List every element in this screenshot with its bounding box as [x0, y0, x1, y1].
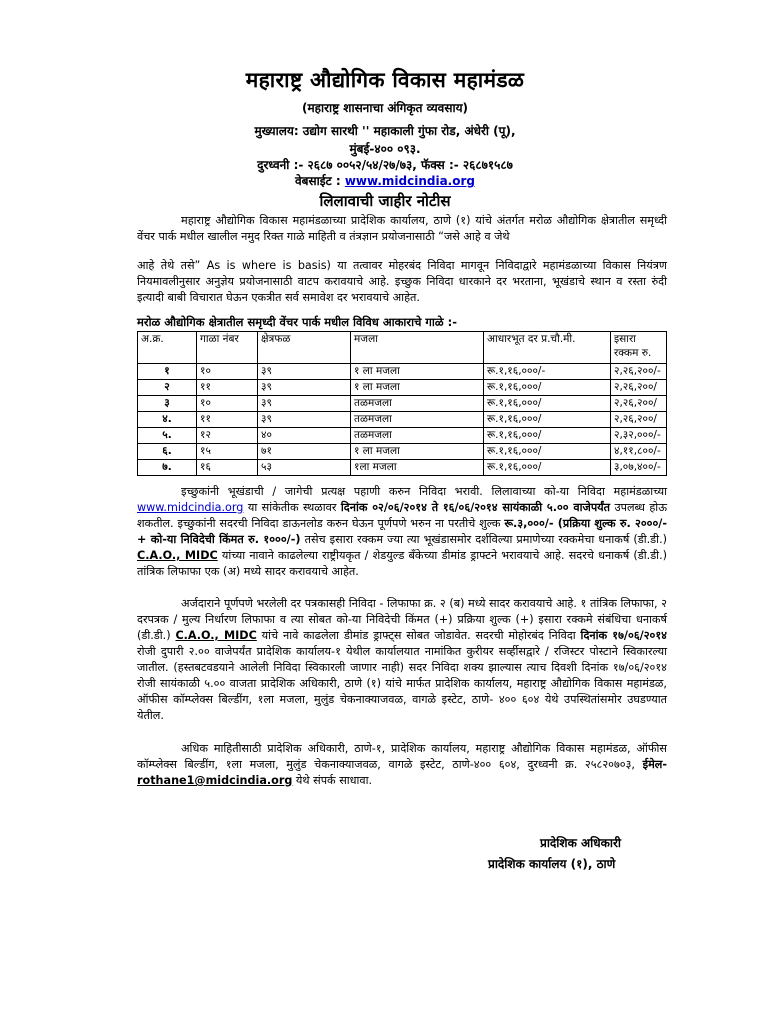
- cell-base-rate: रू.१,१६,०००/-: [484, 364, 611, 380]
- intro-text-1: महाराष्ट्र औद्योगिक विकास महामंडळाच्या प्रादेशिक कार्यालय, ठाणे (१) यांचे अंतर्गत मरोळ औद्योगिक क्षेत्रातील समृध्दी वेंचर पार्क मधील खालील नमुद रिक्त गाळे माहिती व तंत्रज्ञान प्रयोजनासाठी “जसे आहे व जेथे: [137, 214, 667, 243]
- cell-floor: तळमजला: [351, 396, 484, 412]
- cell-deposit: २,२६,२००/: [611, 396, 667, 412]
- org-title: महाराष्ट्र औद्योगिक विकास महामंडळ: [245, 68, 525, 92]
- cell-unit-number: ११: [197, 412, 258, 428]
- tender-availability-paragraph: [137, 484, 667, 580]
- header-deposit: इसारा रक्कम रु.: [611, 332, 667, 364]
- para3-text-1: अर्जदाराने पूर्णपणे भरलेली दर पत्रकासही निविदा - लिफाफा क्र. २ (ब) मध्ये सादर करावयाचे आहे. १ तांत्रिक लिफाफा, २ दरपत्रक / मुल्य निर्धारण लिफाफा व त्या सोबत को-या निविदेची किंमत (+) प्रक्रिया शुल्क (+) इसारा रक्कमे संबंधिचा धनाकर्ष (डी.डी.): [137, 597, 667, 642]
- cell-floor: तळमजला: [351, 412, 484, 428]
- cao-midc-payee-2: C.A.O., MIDC: [175, 629, 257, 642]
- cell-unit-number: १०: [197, 364, 258, 380]
- org-subtitle: (महाराष्ट्र शासनाचा अंगिकृत व्यवसाय): [301, 101, 469, 115]
- table-header-row: [138, 332, 667, 364]
- cell-serial: १: [138, 364, 197, 380]
- cell-unit-number: १०: [197, 396, 258, 412]
- cell-serial: ६.: [138, 444, 197, 460]
- tender-fee: रू.३,०००/- (प्रक्रिया शुल्क रु. २०००/- + को-या निविदेची किंमत रु. १०००/-): [137, 517, 668, 546]
- header-unit-number: गाळा नंबर: [197, 332, 258, 364]
- cell-area: ५३: [258, 460, 351, 476]
- table-heading: मरोळ औद्योगिक क्षेत्रातील समृध्दी वेंचर पार्क मधील विविध आकाराचे गाळे :-: [137, 315, 457, 329]
- cell-unit-number: १२: [197, 428, 258, 444]
- notice-title: लिलावाची जाहीर नोटीस: [319, 192, 451, 210]
- cell-deposit: ३,०७,४००/-: [611, 460, 667, 476]
- cell-deposit: ४,११,८००/-: [611, 444, 667, 460]
- website-label: वेबसाईट :: [295, 174, 345, 188]
- intro-paragraph-1: [137, 213, 667, 245]
- cell-base-rate: रू.१,१६,०००/: [484, 460, 611, 476]
- cell-deposit: २,२६,२००/: [611, 380, 667, 396]
- table-row: [138, 380, 667, 396]
- cell-area: ३९: [258, 364, 351, 380]
- para2-text-5: यांच्या नावाने काढलेल्या राष्ट्रीयकृत / शेडयुल्ड बँकेच्या डीमांड ड्राफ्टने भरावयाचे आहे. सदरचे धनाकर्ष (डी.डी.) तांत्रिक लिफाफा एक (अ) मध्ये सादर करावयाचे आहेत.: [137, 549, 667, 578]
- contact-paragraph: [137, 741, 667, 789]
- address-line-2: मुंबई-४०० ०९३.: [349, 142, 421, 156]
- para3-text-3: रोजी दुपारी २.०० वाजेपर्यंत प्रादेशिक कार्यालय-१ येथील कार्यालयात नामांकित कुरीयर सर्व्हीसद्वारे / रजिस्टर पोस्टाने स्विकारल्या जातील. (हस्तबटवडयाने आलेली निविदा स्विकारली जाणार नाही) सदर निविदा शक्य झाल्यास त्याच दिवशी दिनांक १७/०६/२०१४ रोजी सायंकाळी ५.०० वाजता प्रादेशिक अधिकारी, ठाणे (१) यांचे मार्फत प्रादेशिक कार्यालय, महाराष्ट्र औद्योगिक विकास महामंडळ, ऑफीस कॉम्प्लेक्स बिल्डींग, १ला मजला, मुलुंड चेकनाक्याजवळ, वागळे इस्टेट, ठाणे- ४०० ६०४ येथे उपस्थितांसमोर उघडण्यात येतील.: [137, 645, 667, 722]
- email-label: ईमेल-: [642, 758, 667, 771]
- cell-floor: १ ला मजला: [351, 380, 484, 396]
- table-row: [138, 396, 667, 412]
- contact-email-link[interactable]: rothane1@midcindia.org: [137, 774, 293, 787]
- cell-serial: ४.: [138, 412, 197, 428]
- address-line-1: मुख्यालय: उद्योग सारथी '' महाकाली गुंफा रोड, अंधेरी (पू),: [254, 124, 516, 138]
- cell-area: ३९: [258, 412, 351, 428]
- cell-base-rate: रू.१,१६,०००/: [484, 444, 611, 460]
- cell-area: ७१: [258, 444, 351, 460]
- table-row: [138, 444, 667, 460]
- para4-text-2: येथे संपर्क साधावा.: [292, 774, 373, 787]
- submission-date: दिनांक १७/०६/२०१४: [580, 629, 667, 642]
- cell-serial: ७.: [138, 460, 197, 476]
- signature-block: [440, 833, 680, 875]
- cell-floor: तळमजला: [351, 428, 484, 444]
- intro-paragraph-2: आहे तेथे तसे” As is where is basis) या तत्वावर मोहरबंद निविदा मागवून निविदाद्वारे महामंडळाच्या विकास नियंत्रण नियमावलीनुसार अनुज्ञेय प्रयोजनासाठी वाटप करावयाचे आहे. इच्छुक निविदा धारकाने दर भरताना, भूखंडाचे स्थान व रस्ता रुंदी इत्यादी बाबी विचारात घेऊन एकत्रीत सर्व समावेश दर भरावयाचे आहेत.: [137, 259, 667, 304]
- para4-text-1: अधिक माहितीसाठी प्रादेशिक अधिकारी, ठाणे-१, प्रादेशिक कार्यालय, महाराष्ट्र औद्योगिक विकास महामंडळ, ऑफीस कॉम्प्लेक्स बिल्डींग, १ला मजला, मुलुंड चेकनाक्याजवळ, वागळे इस्टेट, ठाणे-४०० ६०४, दुरध्वनी क्र. २५८२०७०३,: [137, 742, 667, 771]
- cell-area: ४०: [258, 428, 351, 444]
- cell-unit-number: ११: [197, 380, 258, 396]
- para3-text-2: यांचे नावे काढलेला डीमांड ड्राफ्ट्स सोबत जोडावेत. सदरची मोहोरबंद निविदा: [256, 629, 581, 642]
- cell-base-rate: रू.१,१६,०००/: [484, 380, 611, 396]
- table-row: [138, 460, 667, 476]
- table-row: [138, 428, 667, 444]
- submission-paragraph: [137, 596, 667, 724]
- cell-deposit: २,३२,०००/-: [611, 428, 667, 444]
- cell-base-rate: रू.१,१६,०००/: [484, 396, 611, 412]
- cell-area: ३९: [258, 380, 351, 396]
- cell-unit-number: १६: [197, 460, 258, 476]
- tender-website-link[interactable]: www.midcindia.org: [137, 501, 244, 514]
- cell-deposit: २,२६,२००/-: [611, 364, 667, 380]
- table-row: [138, 412, 667, 428]
- cell-floor: १ला मजला: [351, 460, 484, 476]
- signatory-office: प्रादेशिक कार्यालय (१), ठाणे: [488, 857, 616, 871]
- header-serial: अ.क्र.: [138, 332, 197, 364]
- header-floor: मजला: [351, 332, 484, 364]
- para2-text-2: या सांकेतीक स्थळावर: [243, 501, 341, 514]
- phone-line: दुरध्वनी :- २६८७ ००५२/५४/२७/७३, फॅक्स :- २६८७१५८७: [257, 158, 513, 172]
- cao-midc-payee: C.A.O., MIDC: [137, 549, 218, 562]
- cell-unit-number: १५: [197, 444, 258, 460]
- availability-date-range: दिनांक ०२/०६/२०१४ ते १६/०६/२०१४ सायंकाळी ५.०० वाजेपर्यंत: [340, 501, 611, 514]
- cell-floor: १ ला मजला: [351, 364, 484, 380]
- table-row: [138, 364, 667, 380]
- signatory-title: प्रादेशिक अधिकारी: [540, 836, 621, 850]
- cell-serial: ३: [138, 396, 197, 412]
- para2-text-3: उपलब्ध होऊ शकतील. इच्छुकांनी सदरची निविदा डाऊनलोड करुन घेऊन पूर्णपणे भरुन ना परतीचे शुल्क: [137, 501, 667, 530]
- para2-text-4: तसेच इसारा रक्कम ज्या त्या भूखंडासमोर दर्शविल्या प्रमाणेच्या रक्कमेचा धनाकर्ष (डी.डी.): [300, 533, 667, 546]
- cell-serial: २: [138, 380, 197, 396]
- cell-floor: १ ला मजला: [351, 444, 484, 460]
- header-base-rate: आधारभूत दर प्र.चौ.मी.: [484, 332, 611, 364]
- cell-base-rate: रू.१,१६,०००/: [484, 428, 611, 444]
- website-link[interactable]: www.midcindia.org: [344, 174, 475, 188]
- cell-deposit: २,२६,२००/: [611, 412, 667, 428]
- para2-text-1: इच्छुकांनी भूखंडाची / जागेची प्रत्यक्ष पहाणी करुन निविदा भरावी. लिलावाच्या को-या निविदा महामंडळाच्या: [181, 485, 667, 498]
- website-line: [0, 172, 770, 189]
- cell-base-rate: रू.१,१६,०००/: [484, 412, 611, 428]
- header-area: क्षेत्रफळ: [258, 332, 351, 364]
- units-table: [137, 331, 667, 476]
- cell-serial: ५.: [138, 428, 197, 444]
- cell-area: ३९: [258, 396, 351, 412]
